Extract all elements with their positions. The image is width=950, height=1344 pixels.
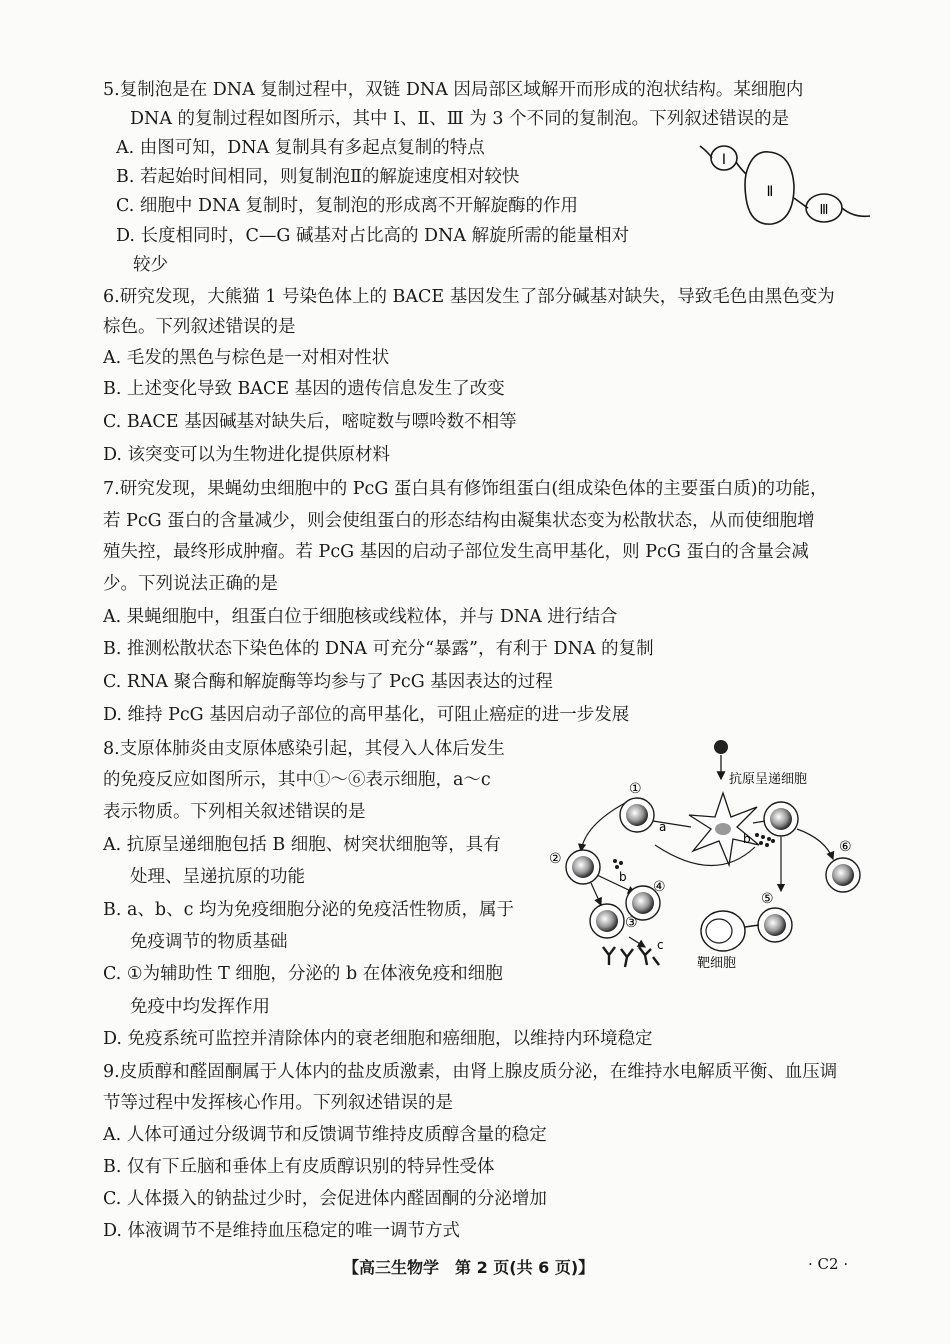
q7-option-b: B. 推测松散状态下染色体的 DNA 可充分“暴露”，有利于 DNA 的复制 — [103, 639, 654, 659]
bubble-label-3: Ⅲ — [819, 203, 829, 218]
substance-a-label: a — [659, 820, 667, 834]
q8-option-b-line1: B. a、b、c 均为免疫细胞分泌的免疫活性物质，属于 — [103, 900, 514, 920]
q6-option-c: C. BACE 基因碱基对缺失后，嘧啶数与嘌呤数不相等 — [103, 412, 517, 432]
substance-b-label-2: b — [619, 870, 627, 884]
q6-stem-line1: 6.研究发现，大熊猫 1 号染色体上的 BACE 基因发生了部分碱基对缺失，导致毛色由黑色变为 — [103, 287, 835, 307]
q8-stem-line1: 8.支原体肺炎由支原体感染引起，其侵入人体后发生 — [103, 739, 505, 759]
apc-label: 抗原呈递细胞 — [729, 772, 808, 787]
q9-option-b: B. 仅有下丘脑和垂体上有皮质醇识别的特异性受体 — [103, 1157, 495, 1177]
cell-4-label: ④ — [653, 879, 666, 895]
mycoplasma-icon — [714, 740, 728, 754]
q9-option-d: D. 体液调节不是维持血压稳定的唯一调节方式 — [103, 1221, 461, 1241]
immune-response-figure — [545, 735, 875, 975]
cell-2-label: ② — [549, 851, 562, 867]
q6-option-b: B. 上述变化导致 BACE 基因的遗传信息发生了改变 — [103, 379, 505, 399]
q5-option-a: A. 由图可知，DNA 复制具有多起点复制的特点 — [116, 138, 485, 158]
q5-stem-line2: DNA 的复制过程如图所示，其中 Ⅰ、Ⅱ、Ⅲ 为 3 个不同的复制泡。下列叙述错误的是 — [130, 109, 790, 129]
q7-stem-line4: 少。下列说法正确的是 — [103, 574, 278, 594]
substance-b-label-1: b — [743, 832, 751, 846]
q9-option-c: C. 人体摄入的钠盐过少时，会促进体内醛固酮的分泌增加 — [103, 1189, 547, 1209]
cell-3-label: ③ — [625, 915, 638, 931]
q6-stem-line2: 棕色。下列叙述错误的是 — [103, 317, 296, 337]
q7-option-d: D. 维持 PcG 基因启动子部位的高甲基化，可阻止癌症的进一步发展 — [103, 705, 630, 725]
q7-option-c: C. RNA 聚合酶和解旋酶等均参与了 PcG 基因表达的过程 — [103, 672, 553, 692]
q5-option-d-line1: D. 长度相同时，C—G 碱基对占比高的 DNA 解旋所需的能量相对 — [116, 226, 630, 246]
footer-title: 【高三生物学 第 2 页(共 6 页)】 — [343, 1258, 595, 1277]
q7-stem-line2: 若 PcG 蛋白的含量减少，则会使组蛋白的形态结构由凝集状态变为松散状态，从而使细胞增 — [103, 511, 815, 531]
q9-option-a: A. 人体可通过分级调节和反馈调节维持皮质醇含量的稳定 — [103, 1125, 547, 1145]
q9-stem-line1: 9.皮质醇和醛固酮属于人体内的盐皮质激素，由肾上腺皮质分泌，在维持水电解质平衡、血压调 — [103, 1062, 838, 1082]
footer-code: · C2 · — [808, 1255, 849, 1273]
cell-1-label: ① — [629, 781, 642, 797]
q8-stem-line2: 的免疫反应如图所示，其中①～⑥表示细胞，a～c — [103, 770, 491, 790]
target-cell-label: 靶细胞 — [697, 956, 737, 971]
bubble-label-2: Ⅱ — [766, 184, 774, 200]
q5-option-d-line2: 较少 — [133, 255, 168, 275]
q8-option-b-line2: 免疫调节的物质基础 — [130, 932, 288, 952]
q8-option-a-line1: A. 抗原呈递细胞包括 B 细胞、树突状细胞等，具有 — [103, 835, 501, 855]
q7-option-a: A. 果蝇细胞中，组蛋白位于细胞核或线粒体，并与 DNA 进行结合 — [103, 607, 618, 627]
cell-5-label: ⑤ — [761, 891, 774, 907]
q8-stem-line3: 表示物质。下列相关叙述错误的是 — [103, 802, 366, 822]
q5-stem-line1: 5.复制泡是在 DNA 复制过程中，双链 DNA 因局部区域解开而形成的泡状结构。某细胞内 — [103, 80, 804, 100]
q5-option-c: C. 细胞中 DNA 复制时，复制泡的形成离不开解旋酶的作用 — [116, 196, 578, 216]
q8-option-c-line1: C. ①为辅助性 T 细胞，分泌的 b 在体液免疫和细胞 — [103, 964, 503, 984]
q8-option-a-line2: 处理、呈递抗原的功能 — [130, 867, 305, 887]
q5-option-b: B. 若起始时间相同，则复制泡Ⅱ的解旋速度相对较快 — [116, 167, 520, 187]
q6-option-a: A. 毛发的黑色与棕色是一对相对性状 — [103, 348, 390, 368]
q6-option-d: D. 该突变可以为生物进化提供原材料 — [103, 445, 391, 465]
q8-option-c-line2: 免疫中均发挥作用 — [130, 997, 270, 1017]
substance-c-label: c — [657, 938, 664, 952]
antibody-icon — [603, 947, 659, 967]
dna-replication-bubbles-figure — [694, 138, 874, 238]
bubble-label-1: Ⅰ — [721, 152, 727, 168]
q7-stem-line3: 殖失控，最终形成肿瘤。若 PcG 基因的启动子部位发生高甲基化，则 PcG 蛋白的含量会减 — [103, 542, 809, 562]
q9-stem-line2: 节等过程中发挥核心作用。下列叙述错误的是 — [103, 1093, 453, 1113]
q8-option-d: D. 免疫系统可监控并清除体内的衰老细胞和癌细胞，以维持内环境稳定 — [103, 1029, 653, 1049]
cell-6-label: ⑥ — [839, 839, 852, 855]
q7-stem-line1: 7.研究发现，果蝇幼虫细胞中的 PcG 蛋白具有修饰组蛋白(组成染色体的主要蛋白质)的功能， — [103, 479, 828, 499]
